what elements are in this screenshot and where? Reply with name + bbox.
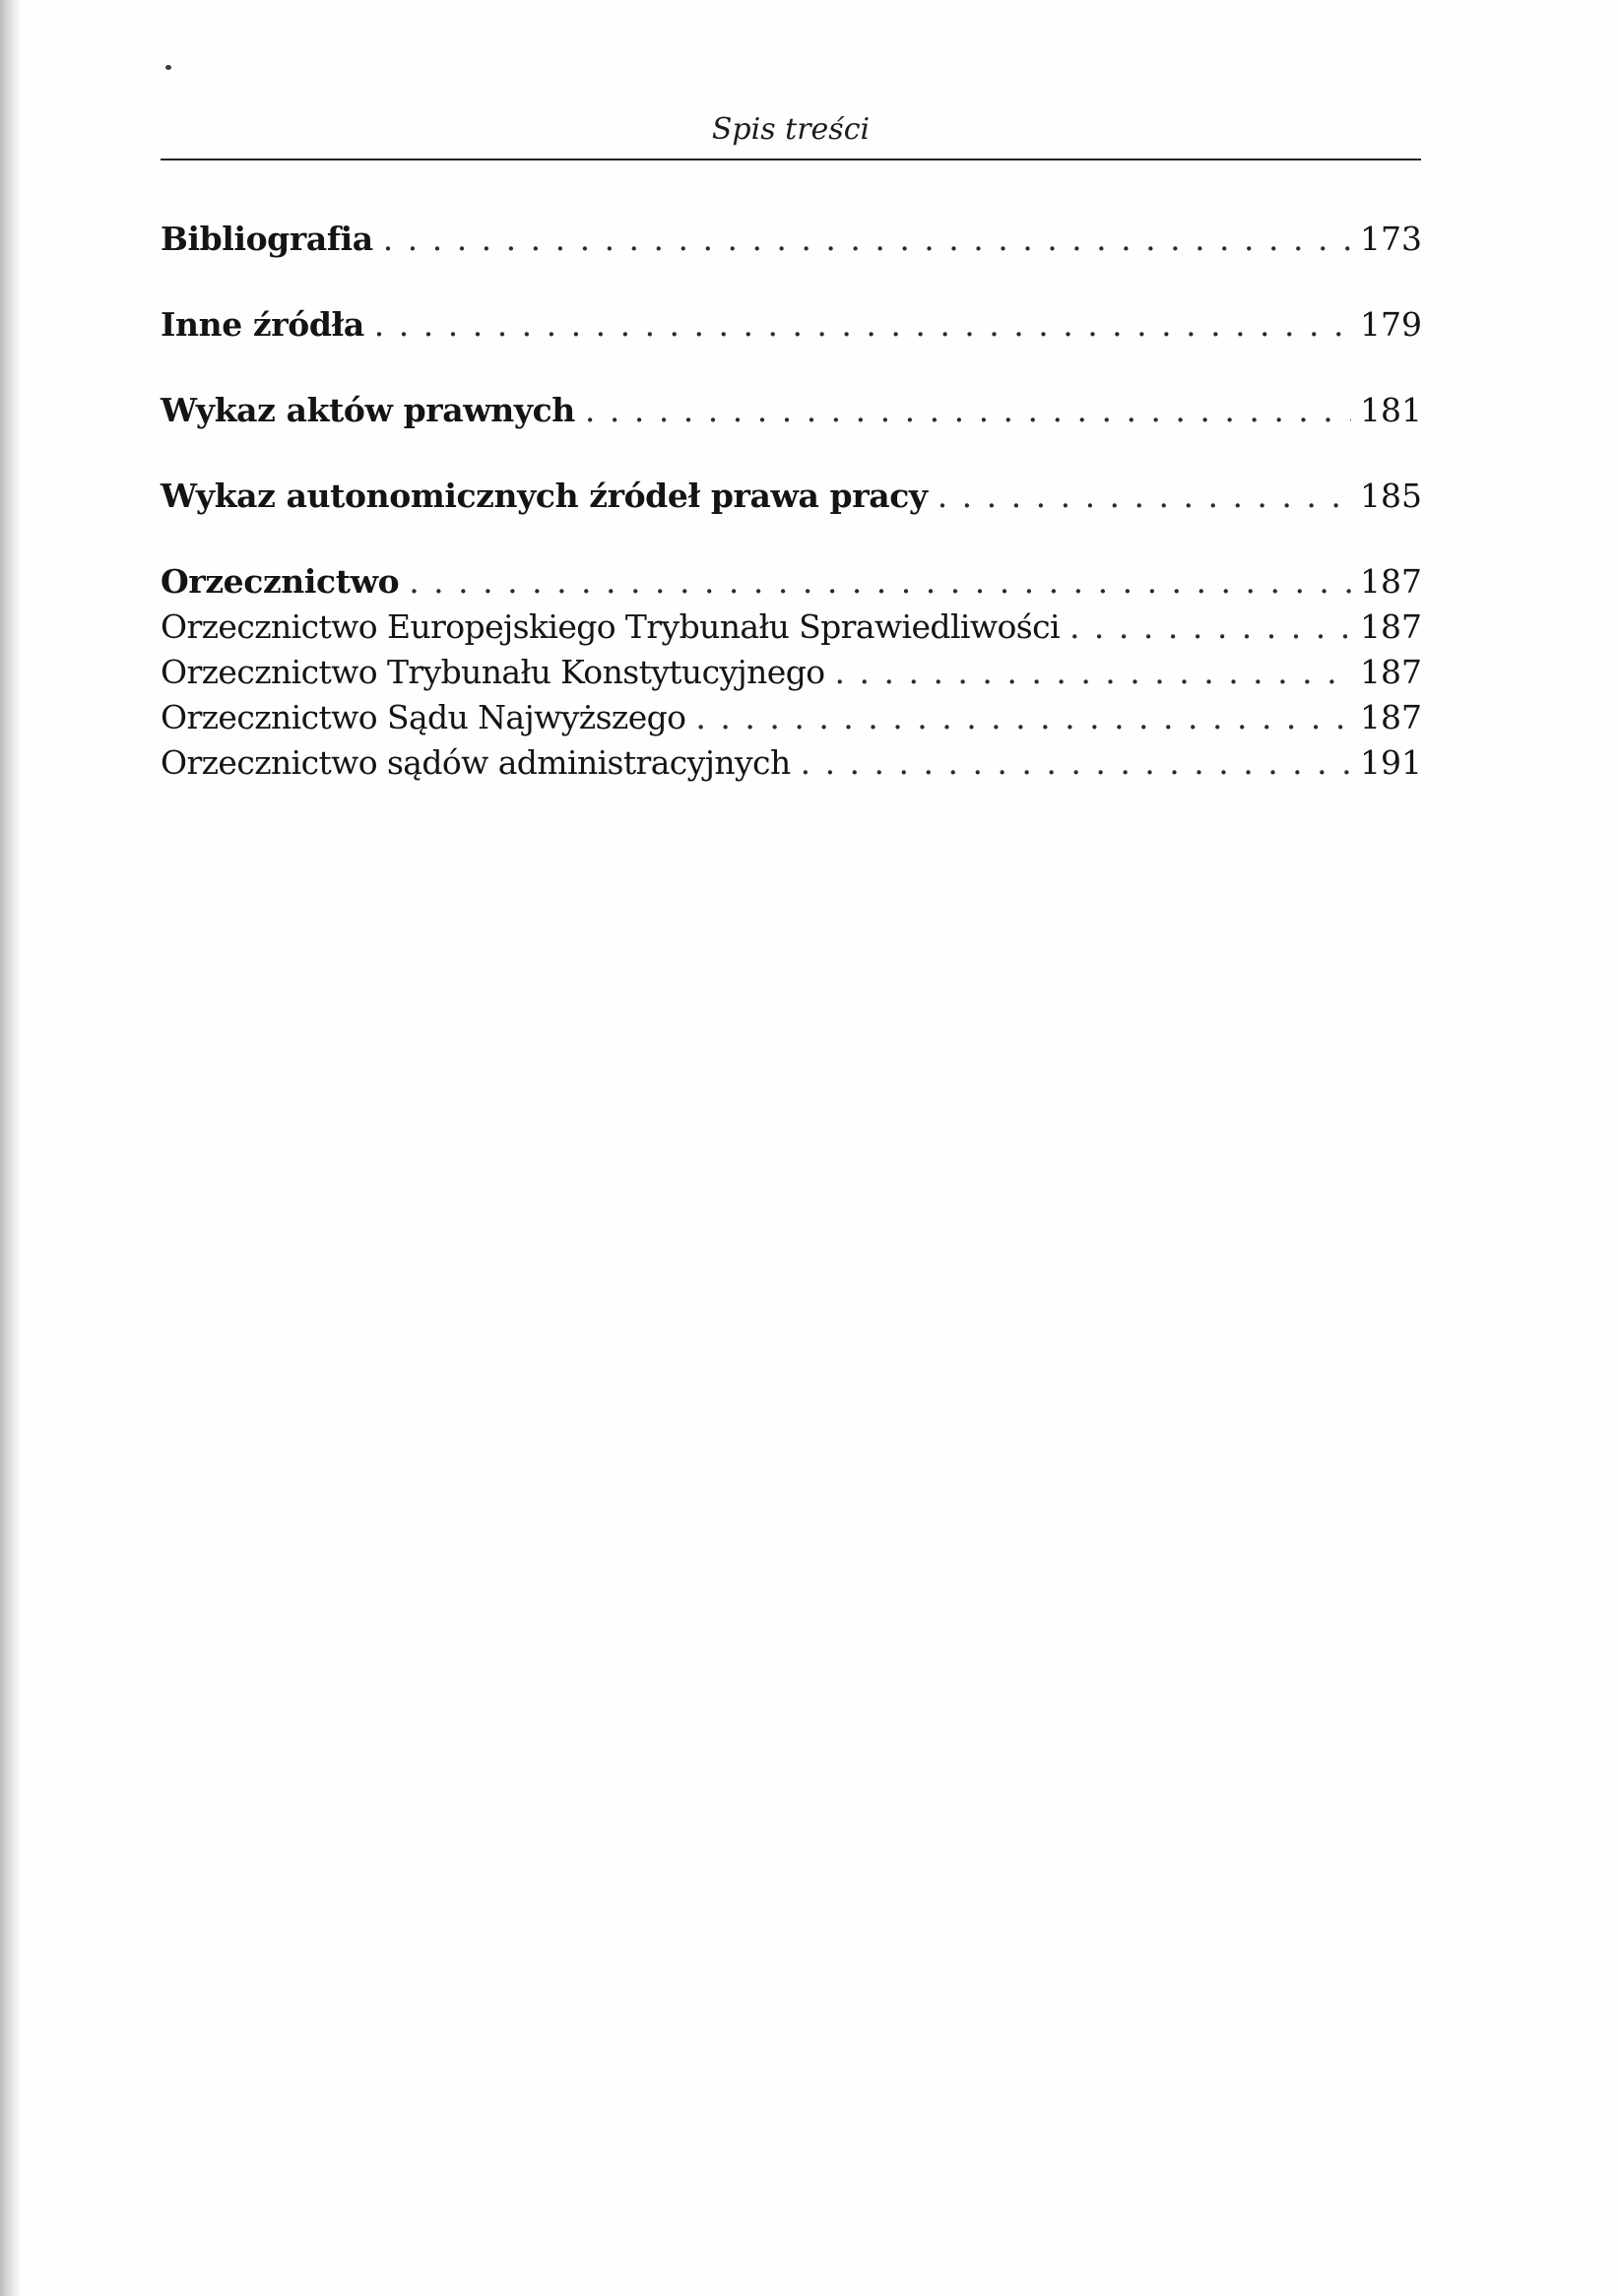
toc-entry-label: Inne źródła — [161, 305, 364, 344]
toc-entry-bibliografia[interactable] — [161, 217, 1422, 262]
toc-entry-page: 191 — [1360, 743, 1422, 782]
dot-leader — [585, 388, 1351, 433]
toc-entry-page: 187 — [1360, 562, 1422, 601]
toc-entry-wykaz-aktow-prawnych[interactable] — [161, 388, 1422, 433]
toc-entry-label: Orzecznictwo Sądu Najwyższego — [161, 698, 686, 736]
toc-subentry-tk[interactable] — [161, 650, 1422, 695]
toc-subentry-ets[interactable] — [161, 605, 1422, 650]
toc-entry-page: 187 — [1360, 653, 1422, 691]
dot-leader — [409, 559, 1351, 605]
scan-shadow-edge — [0, 0, 22, 2296]
header-rule — [161, 159, 1421, 160]
dot-leader — [695, 695, 1351, 740]
toc-entry-label: Orzecznictwo Trybunału Konstytucyjnego — [161, 653, 825, 691]
dot-leader — [1069, 605, 1351, 650]
dot-leader — [801, 740, 1351, 786]
dot-leader — [938, 474, 1351, 519]
toc-entry-label: Wykaz autonomicznych źródeł prawa pracy — [161, 477, 928, 515]
toc-subentry-sady-administracyjne[interactable] — [161, 740, 1422, 786]
toc-entry-page: 187 — [1360, 607, 1422, 646]
dot-leader — [383, 217, 1351, 262]
toc-subentry-sn[interactable] — [161, 695, 1422, 740]
toc-entry-page: 187 — [1360, 698, 1422, 736]
toc-entry-page: 173 — [1360, 220, 1422, 258]
toc-entry-orzecznictwo[interactable] — [161, 559, 1422, 605]
toc-entry-page: 181 — [1360, 391, 1422, 429]
scan-speck — [165, 65, 171, 70]
toc-entry-label: Orzecznictwo Europejskiego Trybunału Sprawiedliwości — [161, 607, 1060, 646]
toc-entry-label: Bibliografia — [161, 220, 373, 258]
toc-entry-label: Wykaz aktów prawnych — [161, 391, 575, 429]
toc-entry-label: Orzecznictwo sądów administracyjnych — [161, 743, 791, 782]
toc-entry-page: 179 — [1360, 305, 1422, 344]
toc-entry-wykaz-autonomicznych-zrodel[interactable] — [161, 474, 1422, 519]
toc-entry-page: 185 — [1360, 477, 1422, 515]
running-head: Spis treści — [711, 112, 871, 147]
dot-leader — [374, 302, 1351, 348]
toc-entry-inne-zrodla[interactable] — [161, 302, 1422, 348]
toc-entry-label: Orzecznictwo — [161, 562, 400, 601]
dot-leader — [835, 650, 1351, 695]
